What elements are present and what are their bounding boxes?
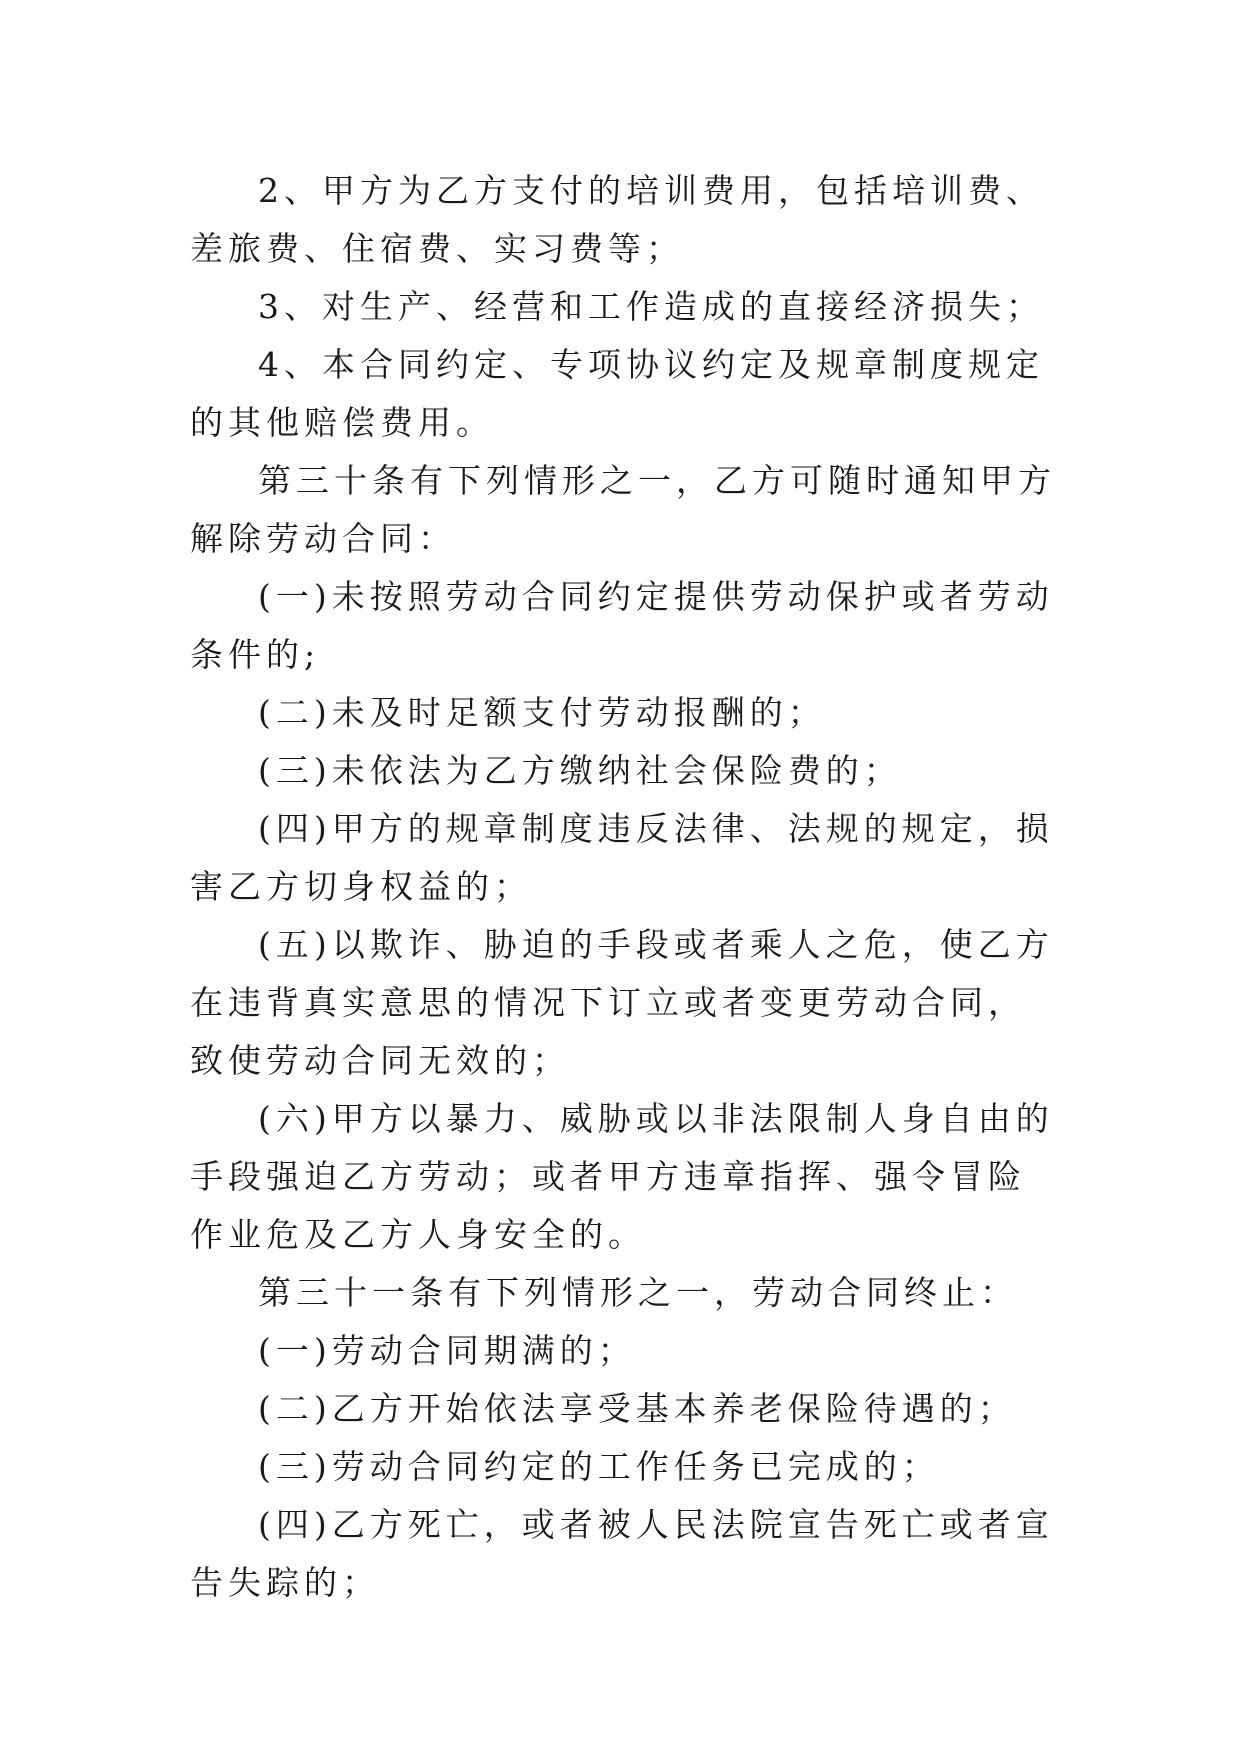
article-30-item-1: (一)未按照劳动合同约定提供劳动保护或者劳动条件的; — [190, 577, 1054, 674]
article-31-item-1: (一)劳动合同期满的； — [258, 1331, 636, 1370]
article-30-item-5: (五)以欺诈、胁迫的手段或者乘人之危，使乙方在违背真实意思的情况下订立或者变更劳动合同，致使劳动合同无效的； — [190, 925, 1054, 1080]
article-30-item-6: (六)甲方以暴力、威胁或以非法限制人身自由的手段强迫乙方劳动；或者甲方违章指挥、强令冒险作业危及乙方人身安全的。 — [190, 1099, 1054, 1254]
clause-4-other-compensation: 4、本合同约定、专项协议约定及规章制度规定的其他赔偿费用。 — [190, 345, 1044, 442]
article-30-item-3: (三)未依法为乙方缴纳社会保险费的； — [258, 751, 902, 790]
article-31-item-2: (二)乙方开始依法享受基本养老保险待遇的； — [258, 1389, 1016, 1428]
contract-text-body — [190, 162, 1060, 1612]
article-30-item-4: (四)甲方的规章制度违反法律、法规的规定，损害乙方切身权益的； — [190, 809, 1054, 906]
clause-2-training-costs: 2、甲方为乙方支付的培训费用，包括培训费、差旅费、住宿费、实习费等； — [190, 171, 1044, 268]
article-31-item-4: (四)乙方死亡，或者被人民法院宣告死亡或者宣告失踪的； — [190, 1505, 1054, 1602]
article-30-heading: 第三十条有下列情形之一，乙方可随时通知甲方解除劳动合同： — [190, 461, 1056, 558]
article-31-heading: 第三十一条有下列情形之一，劳动合同终止： — [258, 1273, 1018, 1312]
article-31-item-3: (三)劳动合同约定的工作任务已完成的； — [258, 1447, 940, 1486]
article-30-item-2: (二)未及时足额支付劳动报酬的； — [258, 693, 826, 732]
clause-3-economic-loss: 3、对生产、经营和工作造成的直接经济损失； — [258, 287, 1044, 326]
